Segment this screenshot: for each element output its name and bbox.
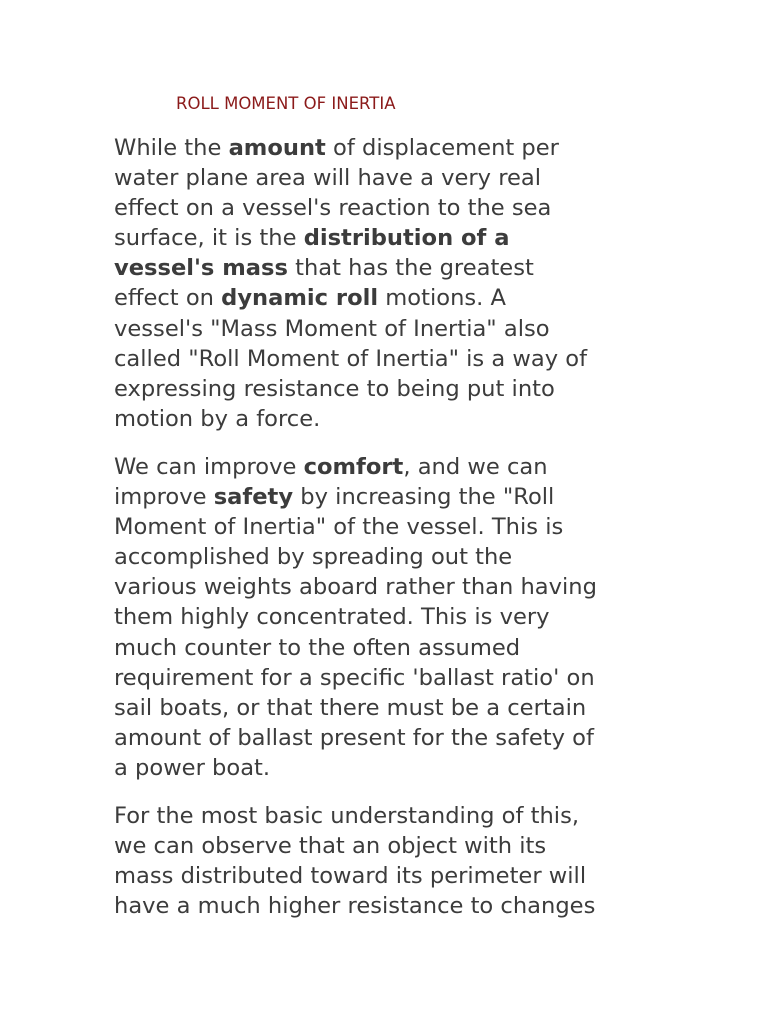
document-body bbox=[114, 133, 674, 939]
emphasized-text: comfort bbox=[303, 453, 404, 480]
text-line bbox=[114, 831, 674, 861]
text-run: have a much higher resistance to changes bbox=[114, 893, 596, 920]
text-run: effect on a vessel's reaction to the sea bbox=[114, 195, 552, 222]
text-run: much counter to the often assumed bbox=[114, 634, 521, 661]
emphasized-text: vessel's mass bbox=[114, 255, 288, 282]
text-run: water plane area will have a very real bbox=[114, 165, 542, 192]
text-run: We can improve bbox=[114, 453, 304, 480]
text-run: , and we can bbox=[403, 453, 548, 480]
text-line bbox=[114, 482, 674, 512]
text-run: vessel's "Mass Moment of Inertia" also bbox=[114, 315, 550, 342]
text-line bbox=[114, 163, 674, 193]
emphasized-text: distribution of a bbox=[303, 225, 510, 252]
text-run: called "Roll Moment of Inertia" is a way of bbox=[114, 345, 588, 372]
text-line bbox=[114, 512, 674, 542]
text-line bbox=[114, 223, 674, 253]
text-run: Moment of Inertia" of the vessel. This is bbox=[114, 514, 564, 541]
text-run: a power boat. bbox=[114, 754, 271, 781]
emphasized-text: dynamic roll bbox=[221, 285, 379, 312]
text-run: requirement for a specific 'ballast ratio' on bbox=[114, 664, 595, 691]
text-run: surface, it is the bbox=[114, 225, 304, 252]
text-run: motion by a force. bbox=[114, 405, 321, 432]
text-run: various weights aboard rather than having bbox=[114, 574, 597, 601]
text-line bbox=[114, 283, 674, 313]
text-run: amount of ballast present for the safety of bbox=[114, 724, 594, 751]
text-line bbox=[114, 404, 674, 434]
text-run: of displacement per bbox=[325, 135, 559, 161]
paragraph bbox=[114, 133, 674, 434]
text-line bbox=[114, 602, 674, 632]
paragraph bbox=[114, 452, 674, 783]
text-line bbox=[114, 452, 674, 482]
text-run: expressing resistance to being put into bbox=[114, 375, 555, 402]
text-run: mass distributed toward its perimeter will bbox=[114, 863, 587, 890]
text-run: motions. A bbox=[378, 285, 506, 312]
text-line bbox=[114, 693, 674, 723]
text-run: by increasing the "Roll bbox=[293, 484, 555, 511]
text-line bbox=[114, 891, 674, 921]
text-run: we can observe that an object with its bbox=[114, 833, 547, 860]
text-line bbox=[114, 193, 674, 223]
text-line bbox=[114, 663, 674, 693]
text-line bbox=[114, 801, 674, 831]
text-line bbox=[114, 753, 674, 783]
text-line bbox=[114, 861, 674, 891]
text-run: While the bbox=[114, 135, 229, 161]
text-line bbox=[114, 723, 674, 753]
text-run: accomplished by spreading out the bbox=[114, 544, 513, 571]
text-line bbox=[114, 542, 674, 572]
text-line bbox=[114, 133, 674, 163]
page-title: ROLL MOMENT OF INERTIA bbox=[176, 94, 396, 113]
paragraph bbox=[114, 801, 674, 921]
text-run: them highly concentrated. This is very bbox=[114, 604, 550, 631]
text-run: For the most basic understanding of this, bbox=[114, 802, 580, 829]
text-run: that has the greatest bbox=[287, 255, 534, 282]
text-line bbox=[114, 374, 674, 404]
text-line bbox=[114, 344, 674, 374]
text-run: sail boats, or that there must be a certain bbox=[114, 694, 587, 721]
text-line bbox=[114, 253, 674, 283]
emphasized-text: amount bbox=[228, 135, 326, 161]
text-line bbox=[114, 633, 674, 663]
emphasized-text: safety bbox=[213, 484, 294, 511]
text-run: improve bbox=[114, 484, 214, 511]
text-run: effect on bbox=[114, 285, 222, 312]
text-line bbox=[114, 572, 674, 602]
text-line bbox=[114, 314, 674, 344]
